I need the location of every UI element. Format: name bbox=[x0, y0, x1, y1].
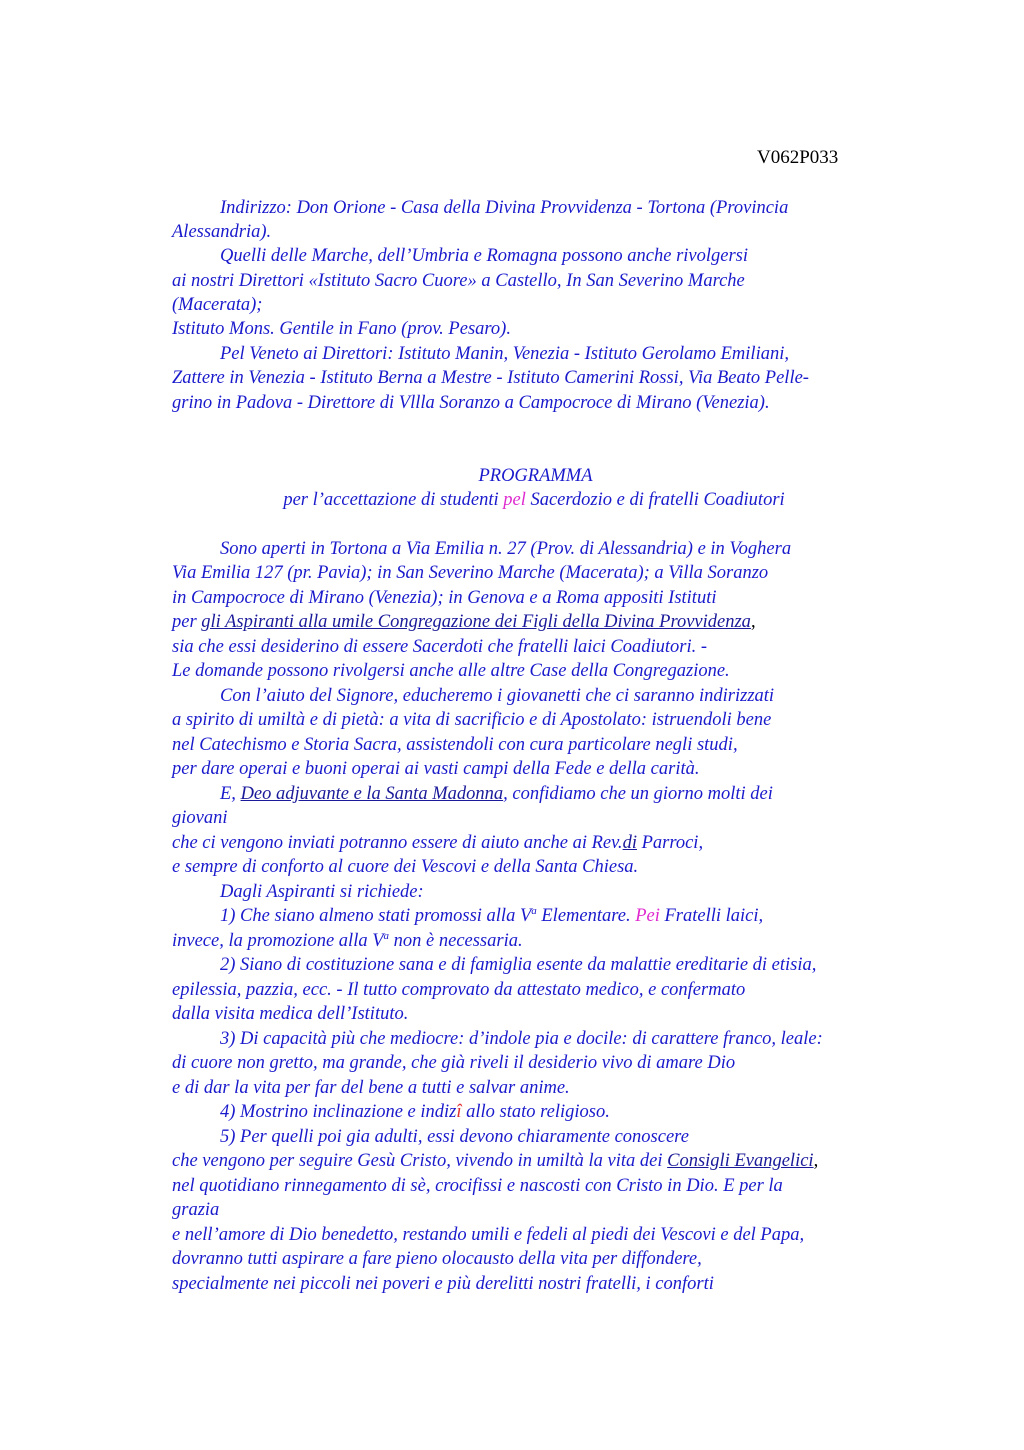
body-line: epilessia, pazzia, ecc. - Il tutto comprovato da attestato medico, e confermato bbox=[172, 980, 746, 1000]
program-title: PROGRAMMA bbox=[478, 466, 593, 486]
highlight-i-circumflex: î bbox=[456, 1102, 462, 1122]
address-line-5: (Macerata); bbox=[172, 295, 263, 315]
body-line: dalla visita medica dell’Istituto. bbox=[172, 1004, 409, 1024]
requirement-5: 5) Per quelli poi gia adulti, essi devono chiaramente conoscere bbox=[220, 1127, 689, 1147]
underlined-congregation: gli Aspiranti alla umile Congregazione dei Figli della Divina Provvidenza bbox=[201, 612, 751, 632]
requirement-4: 4) Mostrino inclinazione e indizî allo stato religioso. bbox=[220, 1102, 610, 1122]
address-line-2: Alessandria). bbox=[172, 222, 272, 242]
body-line: specialmente nei piccoli nei poveri e più derelitti nostri fratelli, i conforti bbox=[172, 1274, 714, 1294]
body-line: Sono aperti in Tortona a Via Emilia n. 27 (Prov. di Alessandria) e in Voghera bbox=[220, 539, 792, 559]
body-line: nel quotidiano rinnegamento di sè, crocifissi e nascosti con Cristo in Dio. E per la bbox=[172, 1176, 783, 1196]
address-line-7: Pel Veneto ai Direttori: Istituto Manin, Venezia - Istituto Gerolamo Emiliani, bbox=[220, 344, 789, 364]
body-line: e nell’amore di Dio benedetto, restando umili e fedeli al piedi dei Vescovi e del Papa, bbox=[172, 1225, 805, 1245]
requirement-3: 3) Di capacità più che mediocre: d’indole pia e docile: di carattere franco, leale: bbox=[220, 1029, 823, 1049]
body-line: e sempre di conforto al cuore dei Vescovi e della Santa Chiesa. bbox=[172, 857, 639, 877]
page-identifier: V062P033 bbox=[757, 147, 839, 168]
body-line: giovani bbox=[172, 808, 228, 828]
body-line: in Campocroce di Mirano (Venezia); in Genova e a Roma appositi Istituti bbox=[172, 588, 717, 608]
body-line: che ci vengono inviati potranno essere di aiuto anche ai Rev.di Parroci, bbox=[172, 833, 704, 853]
body-line: E, Deo adjuvante e la Santa Madonna, confidiamo che un giorno molti dei bbox=[220, 784, 773, 804]
body-line: grazia bbox=[172, 1200, 220, 1220]
body-line: dovranno tutti aspirare a fare pieno olocausto della vita per diffondere, bbox=[172, 1249, 702, 1269]
body-line: a spirito di umiltà e di pietà: a vita di sacrificio e di Apostolato: istruendoli bene bbox=[172, 710, 772, 730]
underlined-deo-adjuvante: Deo adjuvante e la Santa Madonna bbox=[240, 784, 504, 804]
body-line: per gli Aspiranti alla umile Congregazione dei Figli della Divina Provvidenza, bbox=[172, 612, 756, 632]
body-line: sia che essi desiderino di essere Sacerdoti che fratelli laici Coadiutori. - bbox=[172, 637, 708, 657]
body-line: Dagli Aspiranti si richiede: bbox=[220, 882, 424, 902]
highlight-pel: pel bbox=[503, 490, 526, 510]
body-line: di cuore non gretto, ma grande, che già riveli il desiderio vivo di amare Dio bbox=[172, 1053, 736, 1073]
requirement-2: 2) Siano di costituzione sana e di famiglia esente da malattie ereditarie di etisia, bbox=[220, 955, 817, 975]
address-line-4: ai nostri Direttori «Istituto Sacro Cuore» a Castello, In San Severino Marche bbox=[172, 271, 745, 291]
body-line: che vengono per seguire Gesù Cristo, vivendo in umiltà la vita dei Consigli Evangelici, bbox=[172, 1151, 819, 1171]
highlight-pei: Pei bbox=[635, 906, 660, 926]
body-line: per dare operai e buoni operai ai vasti campi della Fede e della carità. bbox=[172, 759, 700, 779]
underlined-consigli-evangelici: Consigli Evangelici bbox=[667, 1151, 814, 1171]
address-line-1: Indirizzo: Don Orione - Casa della Divina Provvidenza - Tortona (Provincia bbox=[220, 198, 789, 218]
body-line: Via Emilia 127 (pr. Pavia); in San Severino Marche (Macerata); a Villa Soranzo bbox=[172, 563, 769, 583]
address-line-6: Istituto Mons. Gentile in Fano (prov. Pesaro). bbox=[172, 319, 511, 339]
address-line-8: Zattere in Venezia - Istituto Berna a Mestre - Istituto Camerini Rossi, Via Beato Pelle- bbox=[172, 368, 809, 388]
body-line: Le domande possono rivolgersi anche alle altre Case della Congregazione. bbox=[172, 661, 730, 681]
body-line: invece, la promozione alla $V^a$ non è necessaria. bbox=[172, 929, 523, 951]
program-subtitle: per l’accettazione di studenti pel Sacerdozio e di fratelli Coadiutori bbox=[283, 490, 785, 510]
address-line-3: Quelli delle Marche, dell’Umbria e Romagna possono anche rivolgersi bbox=[220, 246, 749, 266]
body-line: Con l’aiuto del Signore, educheremo i giovanetti che ci saranno indirizzati bbox=[220, 686, 775, 706]
underlined-di: di bbox=[622, 833, 637, 853]
body-line: e di dar la vita per far del bene a tutti e salvar anime. bbox=[172, 1078, 570, 1098]
address-line-9: grino in Padova - Direttore di Vllla Soranzo a Campocroce di Mirano (Venezia). bbox=[172, 393, 770, 413]
requirement-1: 1) Che siano almeno stati promossi alla $V^a$ Elementare. Pei Fratelli laici, bbox=[220, 904, 764, 926]
body-line: nel Catechismo e Storia Sacra, assistendoli con cura particolare negli studi, bbox=[172, 735, 738, 755]
